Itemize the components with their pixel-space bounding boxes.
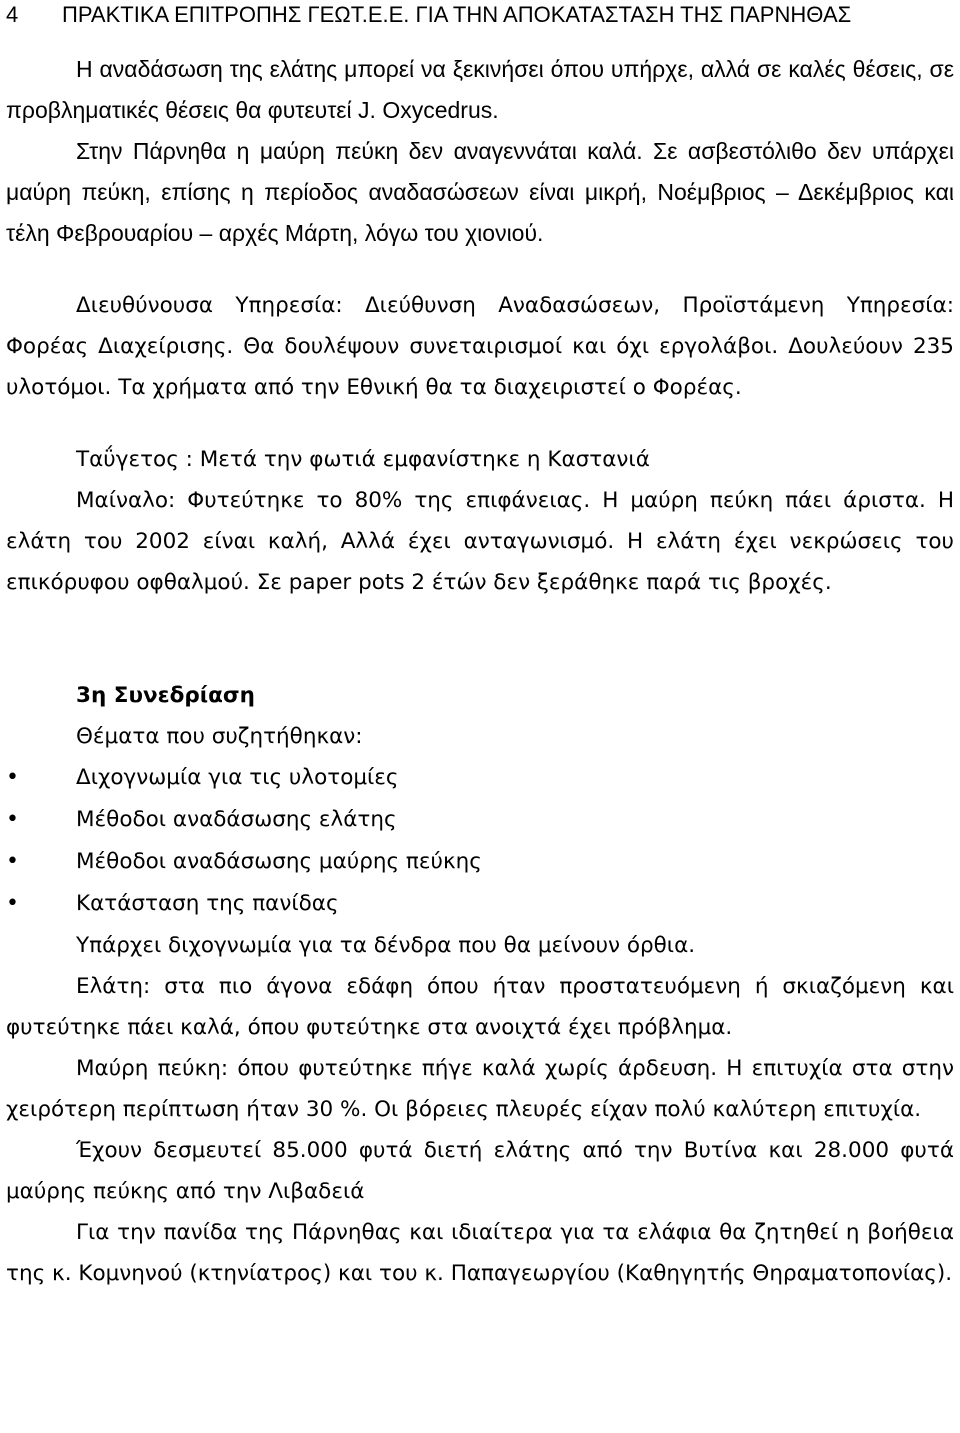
paragraph-fir-reforestation: Η αναδάσωση της ελάτης μπορεί να ξεκινήσει όπου υπήρχε, αλλά σε καλές θέσεις, σε προβληματικές θέσεις θα φυτευτεί J. Oxycedrus. bbox=[6, 56, 954, 123]
list-item-text: Μέθοδοι αναδάσωσης ελάτης bbox=[76, 807, 397, 832]
list-item bbox=[6, 841, 954, 883]
paragraph-disagreement: Υπάρχει διχογνωμία για τα δένδρα που θα μείνουν όρθια. bbox=[76, 933, 696, 958]
list-item-text: Μέθοδοι αναδάσωσης μαύρης πεύκης bbox=[76, 849, 482, 874]
topics-intro: Θέματα που συζητήθηκαν: bbox=[76, 724, 363, 749]
paragraph-fir-results: Ελάτη: στα πιο άγονα εδάφη όπου ήταν προστατευόμενη ή σκιαζόμενη και φυτεύτηκε πάει καλά, όπου φυτεύτηκε στα ανοιχτά έχει πρόβλημα. bbox=[6, 974, 954, 1040]
section-heading-third-meeting: 3η Συνεδρίαση bbox=[76, 683, 255, 708]
paragraph-black-pine-results: Μαύρη πεύκη: όπου φυτεύτηκε πήγε καλά χωρίς άρδευση. Η επιτυχία στα στην χειρότερη περίπτωση ήταν 30 %. Οι βόρειες πλευρές είχαν πολύ καλύτερη επιτυχία. bbox=[6, 1056, 954, 1122]
document-body bbox=[6, 49, 954, 1294]
topics-list bbox=[6, 757, 954, 925]
list-item bbox=[6, 757, 954, 799]
bullet-icon: • bbox=[6, 891, 19, 916]
list-item-text: Κατάσταση της πανίδας bbox=[76, 891, 339, 916]
header-title: ΠΡΑΚΤΙΚΑ ΕΠΙΤΡΟΠΗΣ ΓΕΩΤ.Ε.Ε. ΓΙΑ ΤΗΝ ΑΠΟΚΑΤΑΣΤΑΣΗ ΤΗΣ ΠΑΡΝΗΘΑΣ bbox=[62, 2, 852, 27]
list-item bbox=[6, 883, 954, 925]
bullet-icon: • bbox=[6, 765, 19, 790]
list-item-text: Διχογνωμία για τις υλοτομίες bbox=[76, 765, 399, 790]
bullet-icon: • bbox=[6, 849, 19, 874]
paragraph-mainalo: Μαίναλο: Φυτεύτηκε το 80% της επιφάνειας. Η μαύρη πεύκη πάει άριστα. Η ελάτη του 2002 είναι καλή, Αλλά έχει ανταγωνισμό. Η ελάτη έχει νεκρώσεις του επικόρυφου οφθαλμού. Σε paper pots 2 έτών δεν ξεράθηκε παρά τις βροχές. bbox=[6, 488, 954, 595]
page-header bbox=[6, 2, 946, 28]
paragraph-managing-service: Διευθύνουσα Υπηρεσία: Διεύθυνση Αναδασώσεων, Προϊστάμενη Υπηρεσία: Φορέας Διαχείρισης. Θα δουλέψουν συνεταιρισμοί και όχι εργολάβοι. Δουλεύουν 235 υλοτόμοι. Τα χρήματα από την Εθνική θα τα διαχειριστεί ο Φορέας. bbox=[6, 293, 954, 400]
paragraph-taygetos: Ταΰγετος : Μετά την φωτιά εμφανίστηκε η Καστανιά bbox=[76, 447, 650, 472]
list-item bbox=[6, 799, 954, 841]
bullet-icon: • bbox=[6, 807, 19, 832]
paragraph-fauna: Για την πανίδα της Πάρνηθας και ιδιαίτερα για τα ελάφια θα ζητηθεί η βοήθεια της κ. Κομνηνού (κτηνίατρος) και του κ. Παπαγεωργίου (Καθηγητής Θηραματοπονίας). bbox=[6, 1220, 954, 1286]
paragraph-black-pine-parnitha: Στην Πάρνηθα η μαύρη πεύκη δεν αναγεννάται καλά. Σε ασβεστόλιθο δεν υπάρχει μαύρη πεύκη, επίσης η περίοδος αναδασώσεων είναι μικρή, Νοέμβριος – Δεκέμβριος και τέλη Φεβρουαρίου – αρχές Μάρτη, λόγω του χιονιού. bbox=[6, 138, 954, 246]
page-number: 4 bbox=[6, 2, 19, 27]
paragraph-seedlings-reserved: Έχουν δεσμευτεί 85.000 φυτά διετή ελάτης από την Βυτίνα και 28.000 φυτά μαύρης πεύκης από την Λιβαδειά bbox=[6, 1138, 954, 1204]
